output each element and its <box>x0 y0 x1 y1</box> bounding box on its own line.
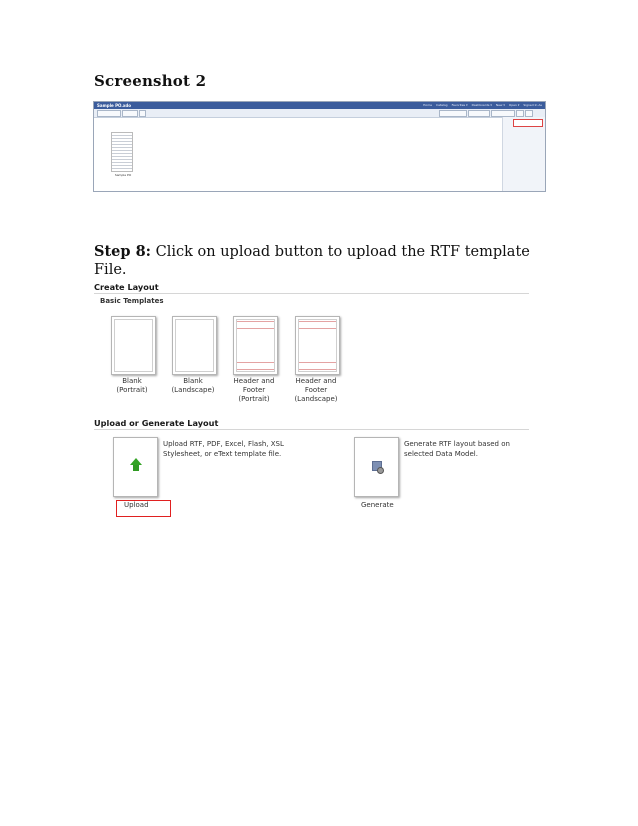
label-line: (Portrait) <box>116 386 148 394</box>
label-line: (Landscape) <box>171 386 215 394</box>
header-link[interactable]: New ▾ <box>495 103 505 107</box>
label-line: Footer <box>242 386 266 394</box>
header-link[interactable]: Dashboards ▾ <box>471 103 492 107</box>
template-header-footer-landscape[interactable] <box>295 316 340 375</box>
template-label <box>286 377 346 404</box>
header-band <box>237 321 274 329</box>
upload-arrow-icon <box>130 458 142 465</box>
label-line: Header and <box>233 377 275 385</box>
template-header-footer-portrait[interactable] <box>233 316 278 375</box>
toolbar <box>94 109 545 118</box>
toolbar-button[interactable] <box>122 110 138 117</box>
template-label <box>224 377 284 404</box>
toolbar-button[interactable] <box>439 110 467 117</box>
header-link[interactable]: Favorites ▾ <box>451 103 468 107</box>
label-line: Blank <box>122 377 142 385</box>
basic-templates-title: Basic Templates <box>100 297 164 305</box>
label-line: (Portrait) <box>238 395 270 403</box>
label-line: (Landscape) <box>294 395 338 403</box>
template-label <box>163 377 223 395</box>
upload-description: Upload RTF, PDF, Excel, Flash, XSL Stylesheet, or eText template file. <box>163 440 284 458</box>
step-text: Click on upload button to upload the RTF template File. <box>94 244 530 278</box>
label-line: Blank <box>183 377 203 385</box>
toolbar-button[interactable] <box>491 110 515 117</box>
label-line: Footer <box>304 386 328 394</box>
template-label <box>102 377 162 395</box>
search-icon[interactable] <box>139 110 146 117</box>
header-band <box>299 321 336 329</box>
page-heading: Screenshot 2 <box>94 72 207 90</box>
template-blank-landscape[interactable] <box>172 316 217 375</box>
upload-label[interactable]: Upload <box>124 501 149 509</box>
generate-button[interactable] <box>354 437 399 497</box>
header-link[interactable]: Catalog <box>436 103 448 107</box>
toolbar-field[interactable] <box>97 110 121 117</box>
upload-generate-title: Upload or Generate Layout <box>94 418 219 428</box>
step-instruction <box>94 243 554 279</box>
gear-icon[interactable] <box>516 110 524 117</box>
embedded-screenshot <box>93 101 546 192</box>
footer-band <box>237 362 274 370</box>
close-icon[interactable] <box>525 110 533 117</box>
upload-button[interactable] <box>113 437 158 497</box>
create-layout-title: Create Layout <box>94 282 159 292</box>
footer-band <box>299 362 336 370</box>
add-new-layout-button[interactable] <box>513 119 543 127</box>
divider <box>94 293 529 294</box>
generate-label[interactable]: Generate <box>361 501 394 509</box>
page-icon <box>114 319 153 372</box>
gear-icon <box>377 467 384 474</box>
step-label: Step 8: <box>94 243 152 260</box>
generate-description: Generate RTF layout based on selected Data Model. <box>404 440 510 458</box>
toolbar-button[interactable] <box>468 110 490 117</box>
layout-thumbnail[interactable] <box>111 132 133 172</box>
properties-panel <box>502 117 545 191</box>
divider <box>94 429 529 430</box>
upload-arrow-stem <box>133 465 139 471</box>
page-icon <box>175 319 214 372</box>
template-blank-portrait[interactable] <box>111 316 156 375</box>
header-links <box>423 102 542 109</box>
report-title: Sample PO.xdo <box>97 103 132 108</box>
header-link[interactable]: Home <box>423 103 433 107</box>
label-line: Header and <box>295 377 337 385</box>
thumbnail-caption: Sample PO <box>114 173 132 177</box>
header-link[interactable]: Open ▾ <box>508 103 520 107</box>
header-link: Signed In As <box>523 103 542 107</box>
